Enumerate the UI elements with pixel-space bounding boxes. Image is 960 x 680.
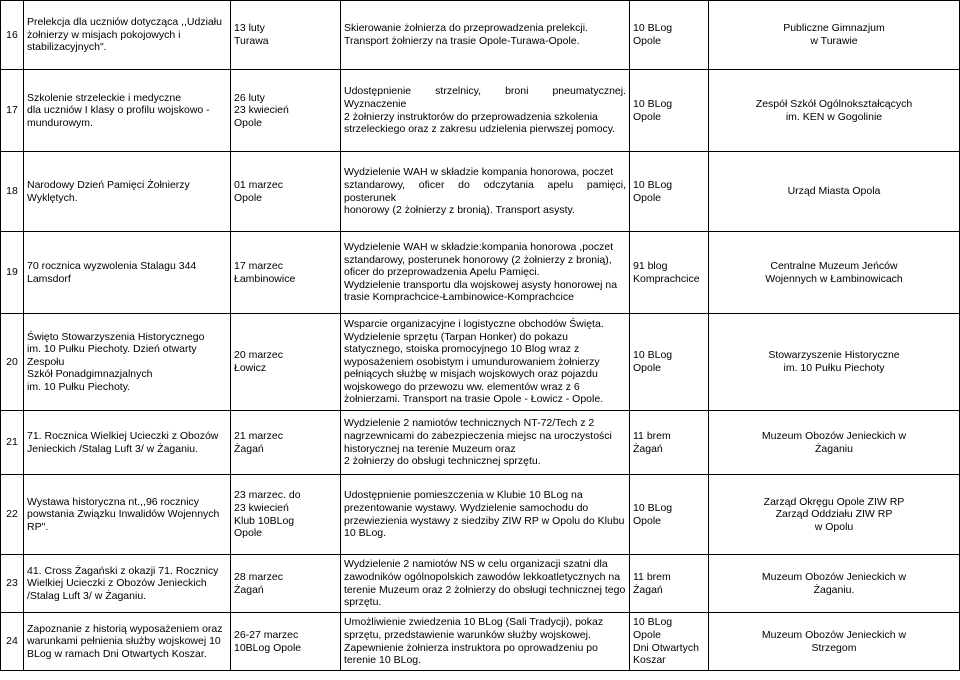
date-place-cell-line: 01 marzec xyxy=(234,178,284,191)
unit-cell xyxy=(630,555,709,613)
event-cell-line: RP". xyxy=(27,520,49,533)
date-place-cell-line: 26 luty xyxy=(234,91,265,104)
event-cell-line: im. 10 Pułku Piechoty. Dzień otwarty Zespołu xyxy=(27,343,197,368)
unit-cell-line: 10 BLog xyxy=(633,97,673,110)
date-place-cell-line: Opole xyxy=(234,191,263,204)
event-cell-line: Wielkiej Ucieczki z Obozów Jenieckich xyxy=(27,577,207,590)
organizer-cell-line: Urząd Miasta Opola xyxy=(787,185,881,198)
description-cell-line: Umożliwienie zwiedzenia 10 BLog (Sali Tradycji), pokaz xyxy=(344,616,604,629)
organizer-cell-line: Zespół Szkół Ogólnokształcących xyxy=(755,97,913,110)
description-cell xyxy=(341,314,630,411)
unit-cell xyxy=(630,1,709,70)
description-cell-line: Wsparcie organizacyjne i logistyczne obchodów Święta. xyxy=(344,317,604,330)
description-cell-line: Wydzielenie transportu dla wojskowej asysty honorowej na xyxy=(344,278,618,291)
description-cell-line: Udostępnienie strzelnicy, broni pneumatycznej. Wyznaczenie xyxy=(344,85,626,110)
description-cell-line: Wydzielenie WAH w składzie:kompania honorowa ,poczet xyxy=(344,241,614,254)
table-row xyxy=(1,314,960,411)
event-cell-line: Szkół Ponadgimnazjalnych xyxy=(27,368,153,381)
event-cell-line: 71. Rocznica Wielkiej Ucieczki z Obozów xyxy=(27,429,219,442)
event-cell xyxy=(24,314,231,411)
event-cell-line: Wystawa historyczna nt.,,96 rocznicy xyxy=(27,495,200,508)
organizer-cell xyxy=(709,314,960,411)
date-place-cell xyxy=(231,314,341,411)
event-cell xyxy=(24,1,231,70)
date-place-cell-line: 13 luty xyxy=(234,22,265,35)
unit-cell-line: Opole xyxy=(633,628,662,641)
row-number: 21 xyxy=(1,411,24,475)
event-cell-line: mundurowym. xyxy=(27,116,93,129)
date-place-cell-line: 23 kwiecień xyxy=(234,501,289,514)
date-place-cell xyxy=(231,411,341,475)
event-cell xyxy=(24,613,231,671)
organizer-cell-line: w Turawie xyxy=(810,35,858,47)
description-cell-line: Wydzielenie sprzętu (Tarpan Honker) do pokazu xyxy=(344,330,569,343)
date-place-cell-line: Łambinowice xyxy=(234,272,296,285)
description-cell-line: 10 BLog. xyxy=(344,527,387,540)
organizer-cell-line: w Opolu xyxy=(814,520,854,533)
description-cell-line: Zapewnienie żołnierza instruktora po oprowadzeniu po xyxy=(344,641,598,654)
unit-cell-line: Opole xyxy=(633,362,662,374)
event-cell-line: warunkami pełnienia służby wojskowej 10 xyxy=(27,635,221,648)
event-cell-line: powstania Związku Inwalidów Wojennych xyxy=(27,508,220,521)
event-cell xyxy=(24,475,231,555)
description-cell-line: wyposażeniem osobistym i umundurowaniem żołnierzy xyxy=(344,355,600,368)
description-cell-line: sprzętu, przedstawienie warunków służby wojskowej. xyxy=(344,628,591,641)
event-cell-line: Wyklętych. xyxy=(27,191,78,204)
organizer-cell-line: Zarząd Oddziału ZIW RP xyxy=(775,508,893,521)
table-row xyxy=(1,475,960,555)
date-place-cell-line: Turawa xyxy=(234,35,269,47)
organizer-cell xyxy=(709,232,960,314)
date-place-cell-line: Żagań xyxy=(234,583,264,596)
description-cell-line: przewiezienia wystawy z siedziby ZIW RP w Opolu do Klubu xyxy=(344,514,625,527)
description-cell-line: wojskowego do przewozu ww. elementów wraz z 6 xyxy=(344,380,580,393)
organizer-cell-line: Publiczne Gimnazjum xyxy=(783,22,885,35)
date-place-cell-line: 17 marzec xyxy=(234,259,284,272)
unit-cell-line: Opole xyxy=(633,514,662,527)
description-cell-line: Transport żołnierzy na trasie Opole-Turawa-Opole. xyxy=(344,35,580,47)
description-cell-line: strzeleckiego oraz z zakresu udzielenia pierwszej pomocy. xyxy=(344,123,616,136)
unit-cell xyxy=(630,314,709,411)
description-cell xyxy=(341,555,630,613)
event-cell-line: 70 rocznica wyzwolenia Stalagu 344 xyxy=(27,259,197,272)
unit-cell-line: 10 BLog xyxy=(633,22,673,35)
date-place-cell xyxy=(231,475,341,555)
date-place-cell-line: Klub 10BLog xyxy=(234,514,295,527)
event-cell-line: Prelekcja dla uczniów dotycząca ,,Udziału xyxy=(27,16,222,29)
description-cell-line: honorowy (2 żołnierzy z bronią). Transport asysty. xyxy=(344,204,575,217)
event-cell-line: dla uczniów I klasy o profilu wojskowo - xyxy=(27,104,210,117)
table-row xyxy=(1,70,960,152)
unit-cell-line: Koszar xyxy=(633,654,666,667)
description-cell xyxy=(341,1,630,70)
organizer-cell-line: Muzeum Obozów Jenieckich w xyxy=(761,628,907,641)
event-cell xyxy=(24,555,231,613)
description-cell-line: żołnierzami. Transport na trasie Opole - Łowicz - Opole. xyxy=(344,393,604,406)
unit-cell-line: 10 BLog xyxy=(633,349,673,362)
organizer-cell-line: Muzeum Obozów Jenieckich w xyxy=(761,429,907,442)
row-number: 22 xyxy=(1,475,24,555)
unit-cell xyxy=(630,70,709,152)
event-cell-line: BLog w ramach Dni Otwartych Koszar. xyxy=(27,647,207,660)
unit-cell-line: Żagań xyxy=(633,442,663,455)
unit-cell xyxy=(630,475,709,555)
description-cell-line: sztandarowy, oficer do odczytania apelu pamięci, posterunek xyxy=(344,178,626,204)
organizer-cell-line: Muzeum Obozów Jenieckich w xyxy=(761,570,907,583)
organizer-cell-line: im. 10 Pułku Piechoty xyxy=(783,362,885,374)
table-row xyxy=(1,411,960,475)
description-cell xyxy=(341,70,630,152)
unit-cell-line: Komprachcice xyxy=(633,272,700,285)
description-cell-line: sztandarowy, posterunek honorowy (2 żołnierzy z bronią), xyxy=(344,253,612,266)
unit-cell-line: 11 brem xyxy=(633,570,671,583)
description-cell xyxy=(341,152,630,232)
date-place-cell xyxy=(231,1,341,70)
unit-cell xyxy=(630,232,709,314)
unit-cell xyxy=(630,613,709,671)
unit-cell xyxy=(630,152,709,232)
event-cell-line: /Stalag Luft 3/ w Żaganiu. xyxy=(27,589,147,602)
row-number: 16 xyxy=(1,1,24,70)
date-place-cell-line: Opole xyxy=(234,116,263,129)
date-place-cell-line: 20 marzec xyxy=(234,349,284,362)
organizer-cell-line: Centralne Muzeum Jeńców xyxy=(770,259,898,272)
unit-cell-line: Żagań xyxy=(633,583,663,596)
description-cell-line: prezentowanie wystawy. Wydzielenie samochodu do xyxy=(344,501,589,514)
description-cell xyxy=(341,613,630,671)
event-cell xyxy=(24,152,231,232)
description-cell-line: oficer do przeprowadzenia Apelu Pamięci. xyxy=(344,266,540,279)
table-row xyxy=(1,613,960,671)
description-cell-line: Wydzielenie 2 namiotów NS w celu organizacji szatni dla xyxy=(344,558,608,571)
row-number: 23 xyxy=(1,555,24,613)
organizer-cell-line: im. KEN w Gogolinie xyxy=(785,110,883,123)
unit-cell-line: 10 BLog xyxy=(633,501,673,514)
table-row xyxy=(1,555,960,613)
description-cell xyxy=(341,411,630,475)
event-cell-line: żołnierzy w misjach pokojowych i xyxy=(27,28,181,41)
event-cell-line: im. 10 Pułku Piechoty. xyxy=(27,380,131,393)
description-cell-line: statycznego, stoiska promocyjnego 10 Blog wraz z xyxy=(344,343,580,356)
organizer-cell-line: Stowarzyszenie Historyczne xyxy=(768,349,900,362)
unit-cell-line: 10 BLog xyxy=(633,616,673,629)
description-cell-line: Wydzielenie WAH w składzie kompania honorowa, poczet xyxy=(344,166,614,179)
description-cell-line: sprzętu. xyxy=(344,596,382,609)
date-place-cell xyxy=(231,152,341,232)
description-cell-line: terenie 10 BLog. xyxy=(344,654,422,667)
event-cell-line: Lamsdorf xyxy=(27,272,71,285)
organizer-cell-line: Wojennych w Łambinowicach xyxy=(765,272,903,285)
date-place-cell-line: 26-27 marzec xyxy=(234,628,299,641)
description-cell-line: 2 żołnierzy instruktorów do przeprowadzenia szkolenia xyxy=(344,110,598,123)
date-place-cell xyxy=(231,70,341,152)
unit-cell xyxy=(630,411,709,475)
event-cell xyxy=(24,232,231,314)
row-number: 24 xyxy=(1,613,24,671)
unit-cell-line: 91 blog xyxy=(633,259,668,272)
date-place-cell xyxy=(231,613,341,671)
description-cell-line: historycznej na terenie Muzeum oraz xyxy=(344,442,516,455)
event-cell-line: Święto Stowarzyszenia Historycznego xyxy=(27,330,205,343)
events-table-body xyxy=(1,1,960,671)
description-cell xyxy=(341,232,630,314)
unit-cell-line: 10 BLog xyxy=(633,178,673,191)
row-number: 19 xyxy=(1,232,24,314)
description-cell-line: pełniących służbę w misjach wojskowych oraz pojazdu xyxy=(344,368,598,381)
date-place-cell-line: Łowicz xyxy=(234,362,267,374)
organizer-cell xyxy=(709,411,960,475)
unit-cell-line: Opole xyxy=(633,110,662,123)
organizer-cell xyxy=(709,475,960,555)
table-row xyxy=(1,152,960,232)
event-cell-line: Narodowy Dzień Pamięci Żołnierzy xyxy=(27,178,190,191)
description-cell-line: Skierowanie żołnierza do przeprowadzenia prelekcji. xyxy=(344,22,588,35)
organizer-cell xyxy=(709,152,960,232)
description-cell-line: zawodników ogólnopolskich zawodów lekkoatletycznych na xyxy=(344,570,621,583)
organizer-cell-line: Zarząd Okręgu Opole ZIW RP xyxy=(763,495,905,508)
organizer-cell-line: Żaganiu xyxy=(815,442,853,455)
organizer-cell xyxy=(709,1,960,70)
description-cell-line: Udostępnienie pomieszczenia w Klubie 10 BLog na xyxy=(344,489,583,502)
unit-cell-line: 11 brem xyxy=(633,429,671,442)
row-number: 17 xyxy=(1,70,24,152)
event-cell-line: stabilizacyjnych". xyxy=(27,41,107,54)
description-cell xyxy=(341,475,630,555)
organizer-cell xyxy=(709,613,960,671)
description-cell-line: Wydzielenie 2 namiotów technicznych NT-72/Tech z 2 xyxy=(344,417,595,430)
unit-cell-line: Opole xyxy=(633,35,662,47)
description-cell-line: trasie Komprachcice-Łambinowice-Komprachcice xyxy=(344,291,574,304)
date-place-cell-line: Żagań xyxy=(234,442,264,455)
description-cell-line: terenie Muzeum oraz 2 żołnierzy do obsługi technicznej tego xyxy=(344,583,626,596)
organizer-cell xyxy=(709,555,960,613)
date-place-cell-line: 21 marzec xyxy=(234,429,284,442)
event-cell-line: Szkolenie strzeleckie i medyczne xyxy=(27,91,182,104)
row-number: 18 xyxy=(1,152,24,232)
event-cell xyxy=(24,70,231,152)
table-row xyxy=(1,1,960,70)
unit-cell-line: Dni Otwartych xyxy=(633,641,699,654)
event-cell-line: Zapoznanie z historią wyposażeniem oraz xyxy=(27,622,223,635)
unit-cell-line: Opole xyxy=(633,191,662,204)
description-cell-line: nagrzewnicami do zabezpieczenia miejsc na uroczystości xyxy=(344,429,612,442)
date-place-cell-line: Opole xyxy=(234,527,263,540)
table-row xyxy=(1,232,960,314)
event-cell xyxy=(24,411,231,475)
description-cell-line: 2 żołnierzy do obsługi technicznej sprzętu. xyxy=(344,455,541,468)
event-cell-line: 41. Cross Żagański z okazji 71. Rocznicy xyxy=(27,564,219,577)
date-place-cell-line: 28 marzec xyxy=(234,570,284,583)
event-cell-line: Jenieckich /Stalag Luft 3/ w Żaganiu. xyxy=(27,442,199,455)
date-place-cell-line: 23 marzec. do xyxy=(234,489,301,502)
date-place-cell xyxy=(231,555,341,613)
row-number: 20 xyxy=(1,314,24,411)
organizer-cell-line: Żaganiu. xyxy=(813,583,855,596)
date-place-cell xyxy=(231,232,341,314)
date-place-cell-line: 23 kwiecień xyxy=(234,104,289,117)
date-place-cell-line: 10BLog Opole xyxy=(234,641,302,654)
organizer-cell-line: Strzegom xyxy=(811,641,857,654)
organizer-cell xyxy=(709,70,960,152)
